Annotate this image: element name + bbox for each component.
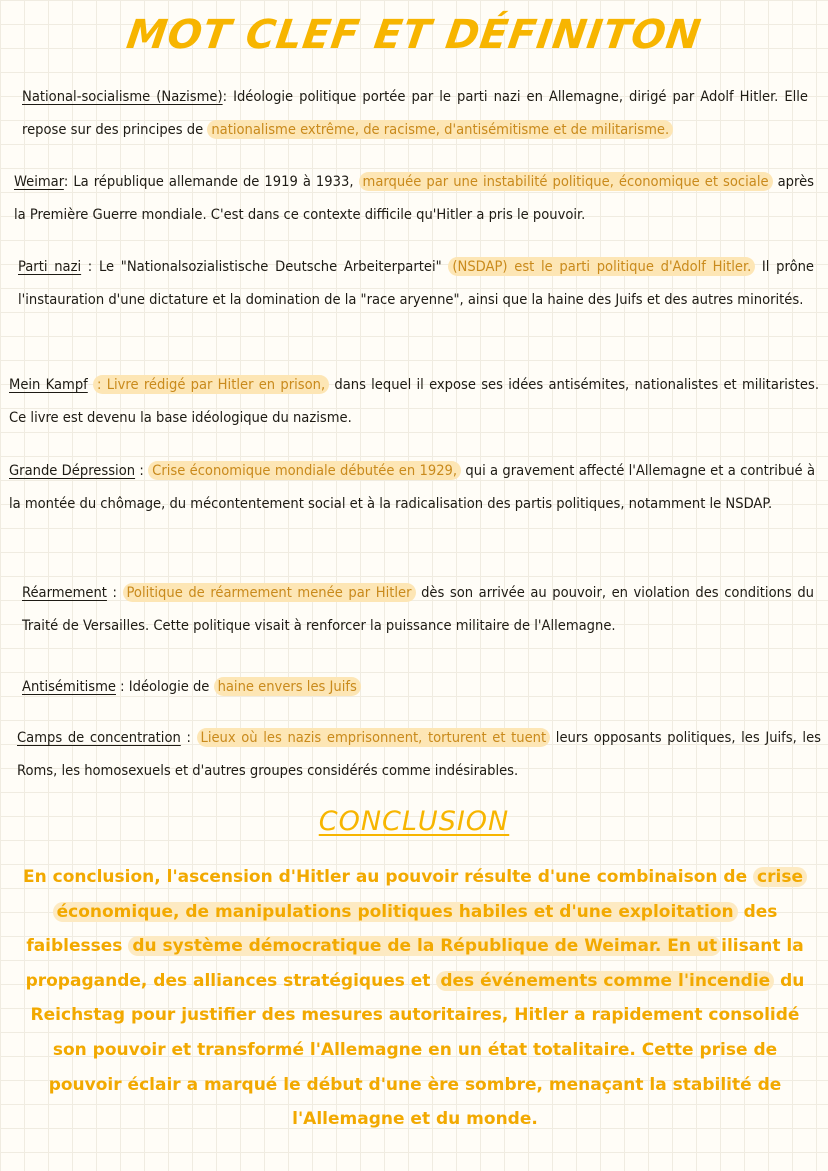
definition-separator: : bbox=[81, 258, 99, 275]
definition-separator: : bbox=[106, 584, 123, 601]
definition-term: Mein Kampf bbox=[9, 376, 88, 393]
conclusion-title: CONCLUSION bbox=[318, 806, 510, 837]
conclusion-text: ilisant la propagande, des alliances stratégiques et bbox=[25, 936, 804, 991]
conclusion-paragraph bbox=[22, 860, 808, 1137]
definition-text: qui a gravement affecté l'Allemagne et a contribué à la montée du chômage, du mécontentement social et à la radicalisation des partis politiques, notamment le NSDAP. bbox=[9, 462, 815, 512]
definition-term: Antisémitisme bbox=[22, 678, 116, 695]
definition-parti-nazi bbox=[18, 250, 814, 316]
definition-highlight: nationalisme extrême, de racisme, d'antisémitisme et de militarisme. bbox=[207, 120, 673, 139]
definition-antisemitisme bbox=[22, 670, 812, 703]
conclusion-text: du Reichstag pour justifier des mesures autoritaires, Hitler a rapidement consolidé son pouvoir et transformé l'Allemagne en un état totalitaire. Cette prise de pouvoir éclair a marqué le début d'une ère sombre, menaçant la stabilité de l'Allemagne et du monde. bbox=[30, 970, 805, 1130]
definition-separator: : bbox=[63, 173, 74, 190]
definition-separator: : bbox=[115, 678, 129, 695]
definition-weimar bbox=[14, 165, 814, 231]
definition-highlight: Crise économique mondiale débutée en 1929, bbox=[148, 461, 461, 480]
definition-text: après la Première Guerre mondiale. C'est dans ce contexte difficile qu'Hitler a pris le pouvoir. bbox=[14, 173, 814, 223]
definition-highlight: (NSDAP) est le parti politique d'Adolf Hitler. bbox=[448, 257, 755, 276]
conclusion-text: des faiblesses bbox=[26, 901, 778, 957]
definition-term: Camps de concentration bbox=[17, 729, 181, 746]
definition-term: National-socialisme (Nazisme) bbox=[22, 88, 223, 105]
definition-nazisme bbox=[22, 80, 808, 146]
definition-highlight: marquée par une instabilité politique, économique et sociale bbox=[359, 172, 773, 191]
definition-text: leurs opposants politiques, les Juifs, les Roms, les homosexuels et d'autres groupes considérés comme indésirables. bbox=[17, 729, 822, 779]
definition-separator: : bbox=[222, 88, 234, 105]
definition-mein-kampf bbox=[9, 368, 819, 434]
definition-term: Grande Dépression bbox=[9, 462, 136, 479]
definition-text: Le "Nationalsozialistische Deutsche Arbeiterpartei" bbox=[98, 258, 449, 275]
definition-highlight: Lieux où les nazis emprisonnent, torturent et tuent bbox=[197, 728, 551, 747]
conclusion-highlight: du système démocratique de la République de Weimar. En ut bbox=[128, 936, 721, 956]
definition-separator: : bbox=[180, 729, 197, 746]
definition-term: Réarmement bbox=[22, 584, 107, 601]
definition-term: Parti nazi bbox=[18, 258, 82, 275]
definition-grande-depression bbox=[9, 454, 815, 520]
definition-text: Idéologie politique portée par le parti nazi en Allemagne, dirigé par Adolf Hitler. Elle repose sur des principes de bbox=[22, 88, 808, 138]
definition-highlight: haine envers les Juifs bbox=[214, 677, 361, 696]
definition-term: Weimar bbox=[14, 173, 64, 190]
definition-text: dans lequel il expose ses idées antisémites, nationalistes et militaristes. Ce livre est devenu la base idéologique du nazisme. bbox=[9, 376, 819, 426]
definition-separator: : bbox=[135, 462, 149, 479]
conclusion-highlight: crise économique, de manipulations politiques habiles et d'une exploitation bbox=[53, 867, 807, 922]
definition-highlight: : Livre rédigé par Hitler en prison, bbox=[93, 375, 329, 394]
definition-text: Idéologie de bbox=[128, 678, 214, 695]
conclusion-highlight: des événements comme l'incendie bbox=[436, 971, 774, 991]
definition-text: La république allemande de 1919 à 1933, bbox=[73, 173, 359, 190]
definition-camps bbox=[17, 721, 821, 787]
definition-text: Il prône l'instauration d'une dictature et la domination de la "race aryenne", ainsi que la haine des Juifs et des autres minorités. bbox=[18, 258, 815, 308]
definition-rearmement bbox=[22, 576, 814, 642]
conclusion-text: En conclusion, l'ascension d'Hitler au pouvoir résulte d'une combinaison de bbox=[23, 867, 754, 887]
definition-text: dès son arrivée au pouvoir, en violation des conditions du Traité de Versailles. Cette politique visait à renforcer la puissance militaire de l'Allemagne. bbox=[22, 584, 814, 634]
page-title: MOT CLEF ET DÉFINITON bbox=[123, 12, 705, 58]
definition-highlight: Politique de réarmement menée par Hitler bbox=[123, 583, 416, 602]
